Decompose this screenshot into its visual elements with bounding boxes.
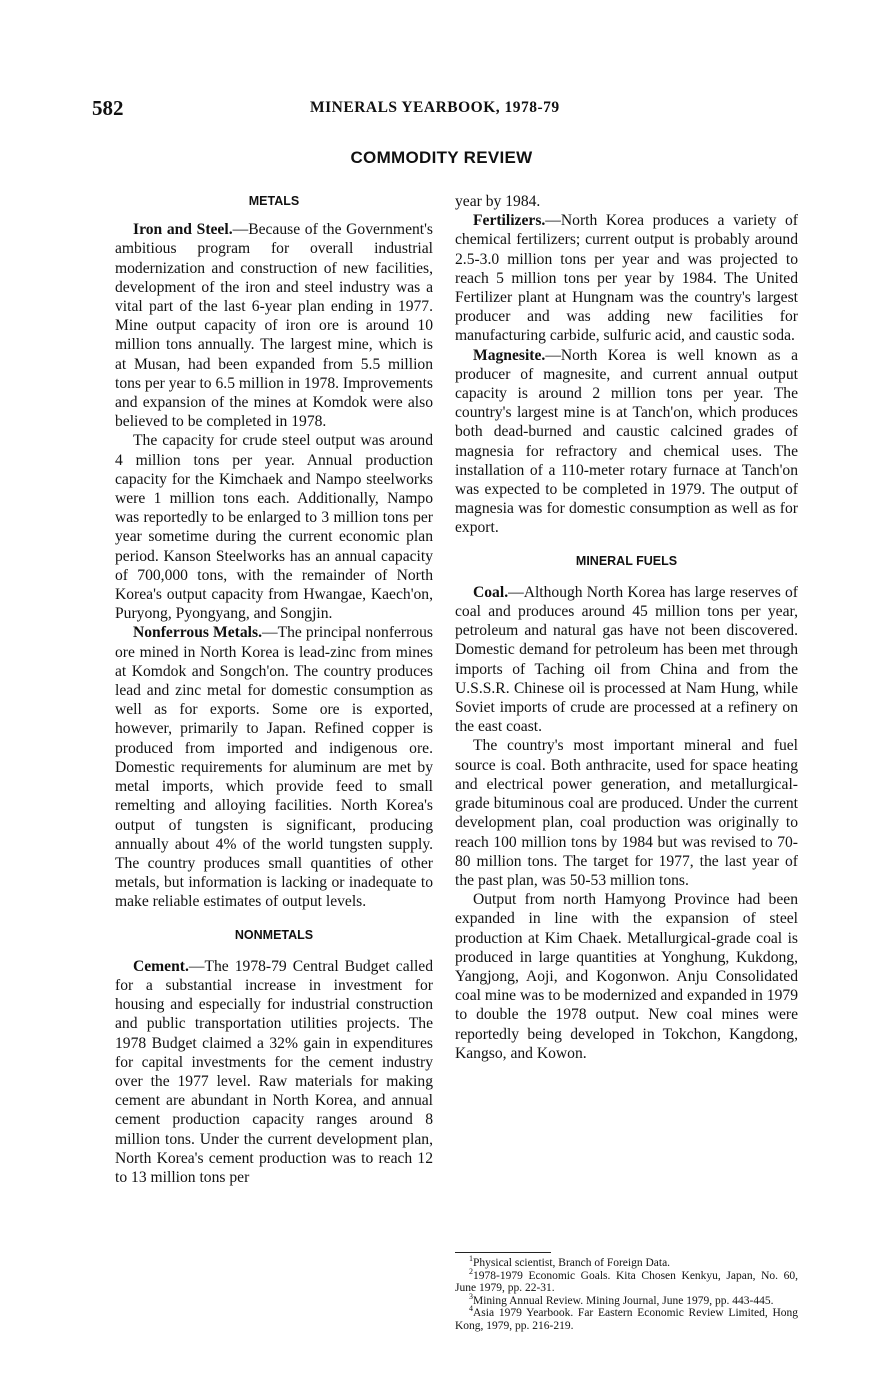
nonferrous-text: —The principal nonferrous ore mined in North Korea is lead-zinc from mines at Komdok and Songch'on. The country produces lead and zinc metal for domestic consumption as well as for exports. Some ore is exported, however, primarily to Japan. Refined copper is produced from imported and indigenous ore. Domestic requirements for aluminum are met by metal imports, which provide feed to small remelting and alloying facilities. North Korea's output of tungsten is significant, producing annually about 4% of the world tungsten supply. The country produces small quantities of other metals, but information is lacking or inadequate to make reliable estimates of output levels. <box>115 624 433 911</box>
footnote-mark: 1 <box>469 1254 473 1264</box>
footnote-text: Mining Annual Review. Mining Journal, June 1979, pp. 443-445. <box>473 1294 774 1307</box>
iron-steel-paragraph-1 <box>115 220 433 431</box>
iron-steel-lead: Iron and Steel. <box>133 221 233 239</box>
cement-continuation: year by 1984. <box>455 193 541 210</box>
coal-paragraph-3: Output from north Hamyong Province had been expanded in line with the expansion of steel production at Kim Chaek. Metallurgical-grade coal is produced in large quantities at Yonghung, Kukdong, Yangjong, Aoji, and Kogonwon. Anju Consolidated coal mine was to be modernized and expanded in 1979 to double the 1978 output. New coal mines were reportedly being developed in Tokchon, Kangdong, Kangso, and Kowon. <box>455 891 798 1062</box>
coal-text-1: —Although North Korea has large reserves of coal and produces around 45 million tons per year, petroleum and natural gas have not been discovered. Domestic demand for petroleum has been met through imports of Taching oil from China and from the U.S.S.R. Chinese oil is processed at Nam Hung, while Soviet imports of crude are processed at a refinery on the east coast. <box>455 583 798 736</box>
footnote-text: Physical scientist, Branch of Foreign Data. <box>473 1257 671 1269</box>
right-column <box>455 192 798 1063</box>
footnote-text: Asia 1979 Yearbook. Far Eastern Economic Review Limited, Hong Kong, 1979, pp. 216-219. <box>455 1307 798 1332</box>
nonferrous-paragraph <box>115 623 433 911</box>
nonferrous-lead: Nonferrous Metals. <box>133 624 262 642</box>
footnote-1 <box>455 1254 798 1270</box>
section-title: COMMODITY REVIEW <box>350 148 533 167</box>
magnesite-paragraph <box>455 346 798 538</box>
magnesite-lead: Magnesite. <box>473 346 546 364</box>
footnote-4 <box>455 1304 798 1332</box>
iron-steel-paragraph-2: The capacity for crude steel output was around 4 million tons per year. Annual production capacity for the Kimchaek and Nampo steelworks were 1 million tons each. Additionally, Nampo was reportedly to be enlarged to 3 million tons per year sometime during the current economic plan period. Kanson Steelworks has an annual capacity of 700,000 tons, with the remainder of North Korea's output capacity from Hwangae, Kaech'on, Puryong, Pyongyang, and Songjin. <box>115 432 433 623</box>
left-column <box>115 192 433 1187</box>
footnote-2 <box>455 1266 798 1295</box>
footnote-mark: 3 <box>469 1291 473 1301</box>
magnesite-text: —North Korea is well known as a producer of magnesite, and current annual output capacity is around 2 million tons per year. The country's largest mine is at Tanch'on, which produces both dead-burned and caustic calcined grades of magnesia for refractory and chemical uses. The installation of a 110-meter rotary furnace at Tanch'on was expected to be completed in 1979. The output of magnesia was for domestic consumption as well as for export. <box>455 346 798 537</box>
iron-steel-text-1: —Because of the Government's ambitious program for overall industrial modernization and construction of new facilities, development of the iron and steel industry was a vital part of the last 6-year plan ending in 1977. Mine output capacity of iron ore is around 10 million tons annually. The largest mine, which is at Musan, had been expanded from 5.5 million tons per year to 6.5 million in 1978. Improvements and expansion of the mines at Komdok were also believed to be completed in 1978. <box>115 221 433 431</box>
footnote-3 <box>455 1291 798 1308</box>
footnotes <box>455 1252 798 1333</box>
fertilizers-paragraph <box>455 211 798 345</box>
metals-heading: METALS <box>248 194 300 208</box>
fertilizers-lead: Fertilizers. <box>473 212 546 230</box>
coal-paragraph-2: The country's most important mineral and fuel source is coal. Both anthracite, used for space heating and electrical power generation, and metallurgical-grade bituminous coal are produced. Under the current development plan, coal production was originally to reach 100 million tons by 1984 but was revised to 70-80 million tons. The target for 1977, the last year of the past plan, was 50-53 million tons. <box>455 737 798 889</box>
page-number: 582 <box>92 96 124 120</box>
running-head: MINERALS YEARBOOK, 1978-79 <box>310 99 560 116</box>
cement-lead: Cement. <box>133 957 189 975</box>
footnote-text: 1978-1979 Economic Goals. Kita Chosen Kenkyu, Japan, No. 60, June 1979, pp. 22-31. <box>455 1269 798 1295</box>
coal-lead: Coal. <box>473 583 509 601</box>
footnote-rule <box>455 1252 551 1253</box>
mineral-fuels-heading: MINERAL FUELS <box>575 553 678 568</box>
cement-text: —The 1978-79 Central Budget called for a substantial increase in investment for housing and especially for industrial construction and public transportation utilities projects. The 1978 Budget claimed a 32% gain in expenditures for capital investments for the cement industry over the 1977 level. Raw materials for making cement are abundant in North Korea, and annual cement production capacity ranges around 8 million tons. Under the current development plan, North Korea's cement production was to reach 12 to 13 million tons per <box>115 957 433 1186</box>
footnote-mark: 4 <box>469 1304 473 1314</box>
nonmetals-heading: NONMETALS <box>234 927 314 942</box>
cement-paragraph <box>115 957 433 1187</box>
coal-paragraph-1 <box>455 583 798 737</box>
fertilizers-text: —North Korea produces a variety of chemical fertilizers; current output is probably around 2.5-3.0 million tons per year and was projected to reach 5 million tons per year by 1984. The United Fertilizer plant at Hungnam was the country's largest producer and was adding new facilities for manufacturing carbide, sulfuric acid, and caustic soda. <box>455 212 798 345</box>
footnote-mark: 2 <box>469 1266 473 1276</box>
